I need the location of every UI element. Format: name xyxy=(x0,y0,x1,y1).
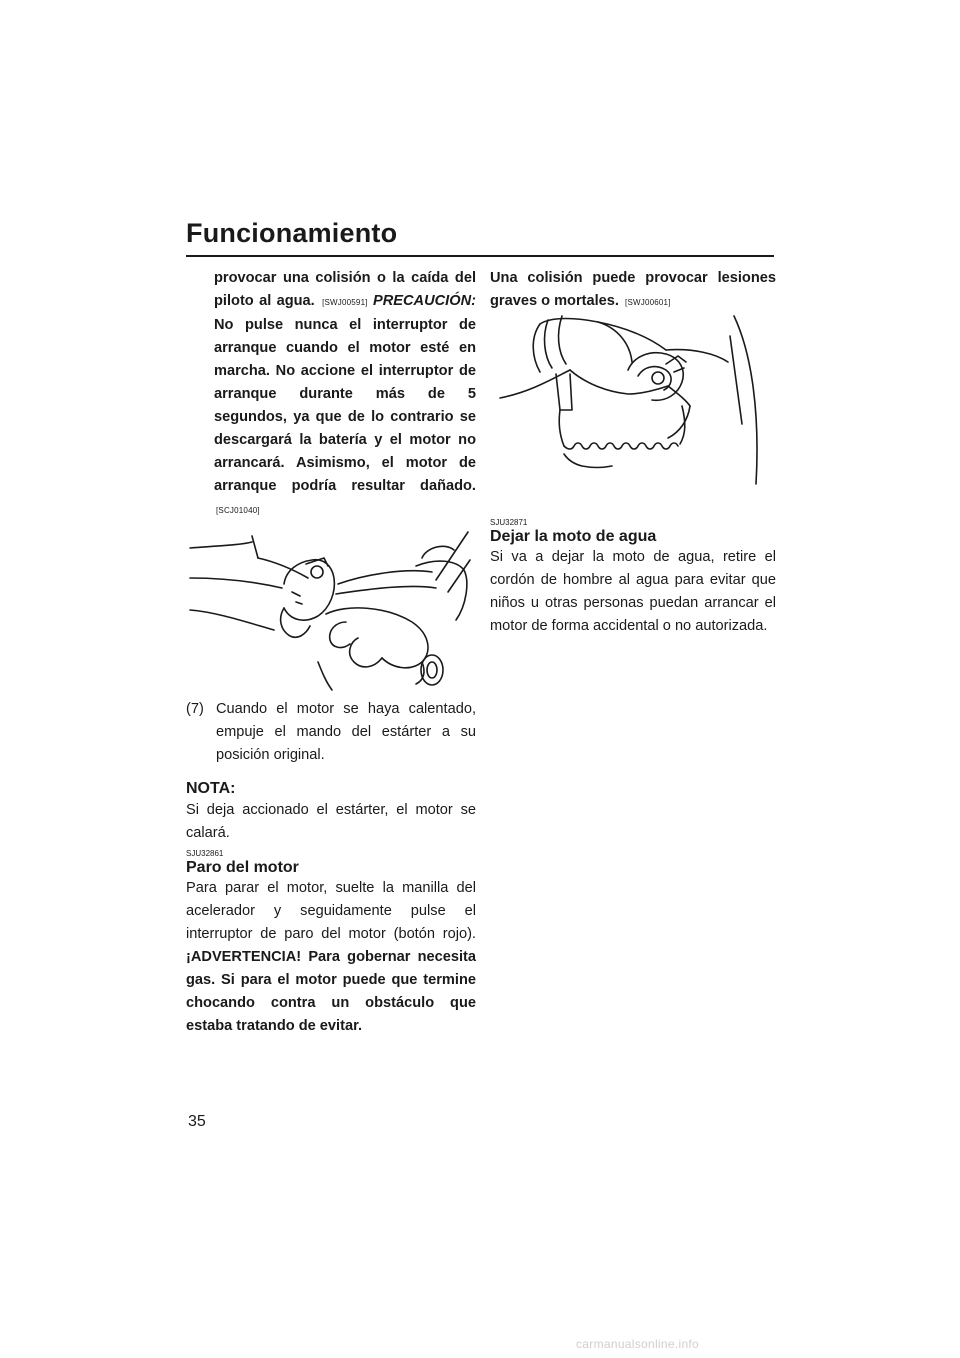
step-number: (7) xyxy=(186,701,204,717)
section-body xyxy=(186,877,476,1038)
section-code: SJU32861 xyxy=(186,849,224,858)
warning-code: [SWJ00591] xyxy=(322,298,368,307)
caution-label: PRECAUCIÓN: xyxy=(373,293,476,309)
step-7 xyxy=(186,698,476,767)
warning-continuation xyxy=(186,267,476,522)
header-rule xyxy=(186,255,774,257)
warning-end xyxy=(490,267,776,314)
page-number: 35 xyxy=(188,1113,206,1130)
page-header-title: Funcionamiento xyxy=(186,218,398,248)
section-title: Dejar la moto de agua xyxy=(490,528,657,545)
left-column xyxy=(186,267,476,1038)
warning-label: ¡ADVERTENCIA! xyxy=(186,949,302,965)
section-code: SJU32871 xyxy=(490,518,528,527)
warning-end-code: [SWJ00601] xyxy=(625,298,671,307)
caution-text: No pulse nunca el interruptor de arranque cuando el motor esté en marcha. No accione el interruptor de arranque durante más de 5 segundos, ya que de lo contrario se descargará la batería y el motor no arrancará. Asimismo, el motor de arranque podría resultar dañado. xyxy=(214,317,476,494)
nota-title: NOTA: xyxy=(186,780,236,797)
section-text: Si va a dejar la moto de agua, retire el cordón de hombre al agua para evitar que niños u otras personas puedan arrancar el motor de forma accidental o no autorizada. xyxy=(490,549,776,634)
start-switch-hand-illustration xyxy=(186,522,476,692)
nota-text: Si deja accionado el estárter, el motor se calará. xyxy=(186,802,476,841)
section-title: Paro del motor xyxy=(186,859,299,876)
warning-text: Para gobernar necesita gas. Si para el motor puede que termine chocando contra un obstáculo que estaba tratando de evitar. xyxy=(186,949,476,1034)
footer-watermark: carmanualsonline.info xyxy=(576,1337,700,1351)
warning-end-text: Una colisión puede provocar lesiones graves o mortales. xyxy=(490,270,776,309)
section-text: Para parar el motor, suelte la manilla del acelerador y seguidamente pulse el interruptor de paro del motor (botón rojo). xyxy=(186,880,476,942)
right-column xyxy=(490,267,776,638)
lanyard-clip-illustration xyxy=(490,314,776,514)
step-text: Cuando el motor se haya calentado, empuje el mando del estárter a su posición original. xyxy=(216,701,476,763)
caution-code: [SCJ01040] xyxy=(216,506,260,515)
warning-cont-text: provocar una colisión o la caída del piloto al agua. xyxy=(214,270,476,309)
